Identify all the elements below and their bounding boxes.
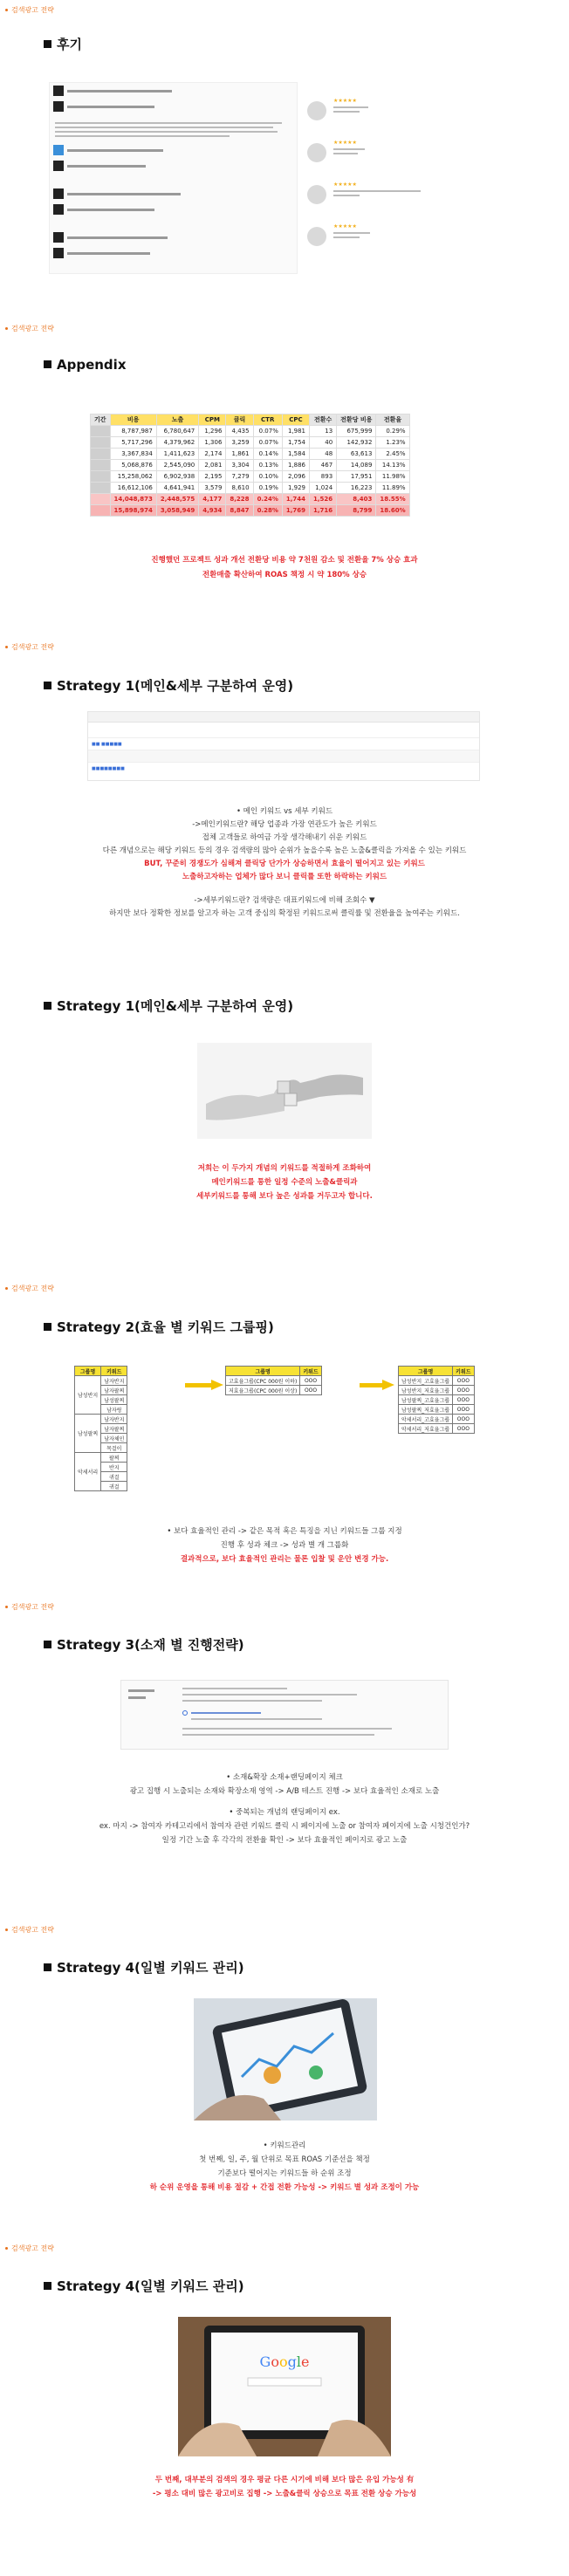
review-row: [50, 83, 297, 99]
review-row: [50, 158, 297, 174]
table-cell: 1,526: [310, 494, 337, 505]
table-cell: 2,174: [199, 449, 226, 460]
star-rating-icon: ★★★★★: [333, 140, 357, 146]
strategy-text: 하 순위 운영을 통해 비용 절감 + 간접 전환 가능성 -> 키워드 별 성과 조정이 가능: [149, 2183, 420, 2192]
table-header: 클릭: [226, 414, 253, 426]
table-cell: 0.28%: [253, 505, 282, 517]
table-cell: 16,612,106: [110, 483, 156, 494]
table-cell: 3,304: [226, 460, 253, 471]
strategy-text: -> 평소 대비 많은 광고비로 집행 -> 노출&클릭 상승으로 목표 전환 상승 가능성: [152, 2490, 417, 2498]
review-body: [50, 114, 297, 142]
table-cell: 1,754: [282, 437, 309, 449]
table-header: 전환율: [376, 414, 409, 426]
star-rating-icon: ★★★★★: [333, 223, 357, 230]
strategy-text: ex. 마지 -> 참여자 카테고리에서 참여자 관련 키워드 클릭 시 페이지에 노출 or 참여자 페이지에 노출 시청건인가?: [99, 1822, 470, 1831]
table-cell: 1.23%: [376, 437, 409, 449]
table-cell: 15,898,974: [110, 505, 156, 517]
table-cell: 4,379,962: [156, 437, 198, 449]
table-cell: 0.24%: [253, 494, 282, 505]
table-cell: 7,279: [226, 471, 253, 483]
table-cell: 14,048,873: [110, 494, 156, 505]
strategy-text: ->세부키워드란? 검색량은 대표키워드에 비해 조회수 ▼: [194, 896, 375, 905]
table-cell: 4,435: [226, 426, 253, 437]
table-cell: [91, 494, 111, 505]
table-cell: 4,177: [199, 494, 226, 505]
appendix-note: 진행했던 프로젝트 성과 개선 전환당 비용 약 7천원 감소 및 전환율 7% 상승 효과: [151, 556, 418, 565]
strategy1b-section: [0, 960, 569, 1274]
section-title: Strategy 2(효율 별 키워드 그룹핑): [44, 1318, 274, 1336]
strategy-text: 노출하고자하는 업체가 많다 보니 클릭률 또한 하락하는 키워드: [182, 873, 387, 881]
table-row: [91, 471, 410, 483]
table-cell: 8,228: [226, 494, 253, 505]
table-cell: 8,403: [337, 494, 376, 505]
table-header-row: [91, 414, 410, 426]
keyword-group-table: 그룹명 키워드 남성반지 남자반지 남자팔찌 남성팔찌 남자링 남성팔찌 남자반지 남자팔찌 남자체인 목걸이 악세서리 팔찌 반지 귀걸 귀걸: [74, 1366, 127, 1491]
review-row: [50, 99, 297, 114]
table-cell: 1,929: [282, 483, 309, 494]
table-header: CTR: [253, 414, 282, 426]
table-row: [91, 437, 410, 449]
review-list: [307, 98, 517, 265]
table-cell: 5,068,876: [110, 460, 156, 471]
result-group-table: 그룹명 키워드 남성반지_고효율그룹 OOO 남성반지_저효율그룹 OOO 남성팔찌_고효율그룹 OOO 남성팔찌_저효율그룹 OOO 악세서리_고효율그룹 OOO 악세서리_저효율그룹 OOO: [398, 1366, 475, 1434]
strategy4b-section: [0, 2238, 569, 2576]
table-row: [91, 426, 410, 437]
table-cell: 11.89%: [376, 483, 409, 494]
review-row: [50, 142, 297, 158]
section-title: Appendix: [44, 357, 127, 373]
google-logo: Google: [259, 2353, 310, 2370]
strategy-text: 다른 개념으로는 해당 키워드 등의 경우 검색량의 많아 순위가 높을수록 높은 노출&클릭을 가져올 수 있는 키워드: [102, 846, 467, 855]
table-cell: 8,799: [337, 505, 376, 517]
strategy-text: 결과적으로, 보다 효율적인 관리는 물론 입찰 및 운안 변경 가능.: [180, 1555, 389, 1564]
table-cell: 3,367,834: [110, 449, 156, 460]
table-cell: [91, 483, 111, 494]
appendix-note: 전환매출 확산하여 ROAS 책정 시 약 180% 상승: [202, 571, 367, 579]
review-item: [307, 140, 517, 182]
section-title: Strategy 4(일별 키워드 관리): [44, 2277, 244, 2295]
section-title: Strategy 1(메인&세부 구분하여 운영): [44, 997, 293, 1015]
google-search-image: [178, 2317, 391, 2456]
review-item: [307, 223, 517, 265]
table-cell: 6,780,647: [156, 426, 198, 437]
strategy-text: • 소재&확장 소재+랜딩페이지 체크: [226, 1773, 343, 1782]
strategy-text: 저희는 이 두가지 개념의 키워드를 적절하게 조화하여: [197, 1164, 372, 1173]
keyword-report-screenshot: ■■ ■■■■■ ■■■■■■■■: [87, 711, 480, 781]
review-row: [50, 186, 297, 202]
table-cell: 4,934: [199, 505, 226, 517]
table-cell: 15,258,062: [110, 471, 156, 483]
table-cell: 8,787,987: [110, 426, 156, 437]
table-cell: 18.55%: [376, 494, 409, 505]
table-cell: 14,089: [337, 460, 376, 471]
table-cell: 0.07%: [253, 437, 282, 449]
review-row: [50, 245, 297, 261]
table-cell: 893: [310, 471, 337, 483]
puzzle-icon: [197, 1043, 372, 1139]
strategy-text: • 메인 키워드 vs 세부 키워드: [236, 807, 333, 816]
strategy-text: 일정 기간 노출 후 각각의 전환율 확인 -> 보다 효율적인 페이지로 광고 노출: [161, 1836, 408, 1845]
table-cell: 2,545,090: [156, 460, 198, 471]
section-title: Strategy 4(일별 키워드 관리): [44, 1958, 244, 1977]
table-row: [91, 494, 410, 505]
strategy-text: 광고 집행 시 노출되는 소재와 확장소재 영역 -> A/B 테스트 진행 -> 보다 효율적인 소재로 노출: [129, 1787, 440, 1796]
table-row: [91, 460, 410, 471]
strategy2-section: [0, 1278, 569, 1593]
table-cell: 1,886: [282, 460, 309, 471]
table-cell: 2,448,575: [156, 494, 198, 505]
table-cell: 6,902,938: [156, 471, 198, 483]
strategy-text: 세부키워드를 통해 보다 높은 성과를 거두고자 합니다.: [196, 1192, 373, 1201]
strategy-text: 두 번째, 대부분의 검색의 경우 평균 다른 시기에 비해 보다 많은 유입 가능성 有: [154, 2476, 415, 2484]
table-header: 비용: [110, 414, 156, 426]
table-cell: 1,744: [282, 494, 309, 505]
strategy-text: • 키워드관리: [263, 2141, 306, 2150]
strategy-text: 메인키워드를 통한 일정 수준의 노출&클릭과: [211, 1178, 358, 1187]
table-row: [91, 449, 410, 460]
section-label: 검색광고 전략: [5, 642, 54, 652]
table-cell: 1,306: [199, 437, 226, 449]
section-label: 검색광고 전략: [5, 324, 54, 333]
table-cell: 1,296: [199, 426, 226, 437]
strategy-text: BUT, 꾸준히 경쟁도가 심해져 클릭당 단가가 상승하면서 효율이 떨어지고 있는 키워드: [144, 860, 425, 868]
table-cell: 1,411,623: [156, 449, 198, 460]
table-cell: [91, 437, 111, 449]
table-cell: 63,613: [337, 449, 376, 460]
table-header: 전환수: [310, 414, 337, 426]
table-cell: 13: [310, 426, 337, 437]
table-cell: 0.10%: [253, 471, 282, 483]
strategy-text: • 보다 효율적인 관리 -> 같은 목적 혹은 특징을 지닌 키워드들 그룹 지정: [167, 1527, 402, 1536]
table-cell: 3,058,949: [156, 505, 198, 517]
arrow-right-icon: [382, 1380, 394, 1390]
table-row: [91, 483, 410, 494]
table-cell: 1,769: [282, 505, 309, 517]
table-cell: 467: [310, 460, 337, 471]
table-cell: 2.45%: [376, 449, 409, 460]
avatar: [307, 101, 326, 120]
table-header: 기간: [91, 414, 111, 426]
star-rating-icon: ★★★★★: [333, 98, 357, 104]
table-cell: 14.13%: [376, 460, 409, 471]
section-title: 후기: [44, 35, 82, 53]
review-item: [307, 98, 517, 140]
strategy3-section: [0, 1597, 569, 1911]
table-cell: 18.60%: [376, 505, 409, 517]
google-tablet-icon: [178, 2317, 391, 2456]
section-title: Strategy 3(소재 별 진행전략): [44, 1635, 244, 1654]
table-cell: 2,195: [199, 471, 226, 483]
table-cell: 0.14%: [253, 449, 282, 460]
table-cell: 1,861: [226, 449, 253, 460]
table-cell: 8,610: [226, 483, 253, 494]
table-cell: 0.19%: [253, 483, 282, 494]
appendix-section: [0, 319, 569, 633]
table-cell: [91, 449, 111, 460]
strategy-text: ->메인키워드란? 해당 업종과 가장 연관도가 높은 키워드: [192, 820, 377, 829]
section-label: 검색광고 전략: [5, 1925, 54, 1935]
reviews-section: [0, 0, 569, 314]
star-rating-icon: ★★★★★: [333, 182, 357, 188]
table-cell: [91, 426, 111, 437]
table-cell: 3,579: [199, 483, 226, 494]
section-label: 검색광고 전략: [5, 5, 54, 15]
table-cell: 11.98%: [376, 471, 409, 483]
table-cell: 4,641,941: [156, 483, 198, 494]
section-label: 검색광고 전략: [5, 1284, 54, 1293]
appendix-table: [90, 414, 410, 517]
table-cell: [91, 471, 111, 483]
table-header: CPC: [282, 414, 309, 426]
tablet-chart-icon: [194, 1998, 377, 2120]
efficiency-group-table: 그룹명 키워드 고효율그룹(CPC 000원 이하) OOO 저효율그룹(CPC 000원 이상) OOO: [225, 1366, 322, 1395]
table-cell: 3,259: [226, 437, 253, 449]
strategy-text: 접체 고객들로 하여금 가장 생각해내기 쉬운 키워드: [202, 833, 367, 842]
table-cell: 1,981: [282, 426, 309, 437]
table-cell: 48: [310, 449, 337, 460]
section-title: Strategy 1(메인&세부 구분하여 운영): [44, 676, 293, 695]
table-header: 노출: [156, 414, 198, 426]
table-cell: 8,847: [226, 505, 253, 517]
table-cell: 2,096: [282, 471, 309, 483]
strategy4-section: [0, 1920, 569, 2234]
table-cell: 0.13%: [253, 460, 282, 471]
strategy-text: 진행 후 성과 체크 -> 성과 별 개 그룹화: [220, 1541, 349, 1550]
strategy-text: • 중복되는 개념의 랜딩페이지 ex.: [229, 1808, 340, 1817]
table-cell: 1,716: [310, 505, 337, 517]
strategy-text: 하지만 보다 정확한 정보를 알고자 하는 고객 중심의 확정된 키워드로써 클릭률 및 전환율을 높여주는 키워드.: [109, 909, 460, 918]
table-cell: 16,223: [337, 483, 376, 494]
review-row: [50, 230, 297, 245]
tablet-chart-image: [194, 1998, 377, 2120]
arrow-right-icon: [211, 1380, 223, 1390]
table-cell: 17,951: [337, 471, 376, 483]
strategy-text: 기준보다 떨어지는 키워드들 하 순위 조정: [217, 2169, 352, 2178]
puzzle-hands-image: [197, 1043, 372, 1139]
table-cell: 675,999: [337, 426, 376, 437]
review-screenshot: [49, 82, 298, 274]
table-cell: 1,584: [282, 449, 309, 460]
table-header: 전환당 비용: [337, 414, 376, 426]
arrow-right-icon: [360, 1383, 382, 1387]
review-row: [50, 202, 297, 217]
table-cell: [91, 505, 111, 517]
table-header: CPM: [199, 414, 226, 426]
table-cell: 40: [310, 437, 337, 449]
strategy-text: 첫 번째, 일, 주, 월 단위로 목표 ROAS 기준선을 책정: [199, 2155, 370, 2164]
table-cell: 0.07%: [253, 426, 282, 437]
table-row: [91, 505, 410, 517]
review-item: [307, 182, 517, 223]
table-cell: 2,081: [199, 460, 226, 471]
section-label: 검색광고 전략: [5, 1602, 54, 1612]
table-cell: 1,024: [310, 483, 337, 494]
table-cell: [91, 460, 111, 471]
table-cell: 5,717,296: [110, 437, 156, 449]
avatar: [307, 143, 326, 162]
table-cell: 0.29%: [376, 426, 409, 437]
avatar: [307, 185, 326, 204]
ad-creative-screenshot: [120, 1680, 449, 1750]
section-label: 검색광고 전략: [5, 2244, 54, 2253]
avatar: [307, 227, 326, 246]
arrow-right-icon: [185, 1383, 211, 1387]
strategy1-section: [0, 637, 569, 951]
table-cell: 142,932: [337, 437, 376, 449]
